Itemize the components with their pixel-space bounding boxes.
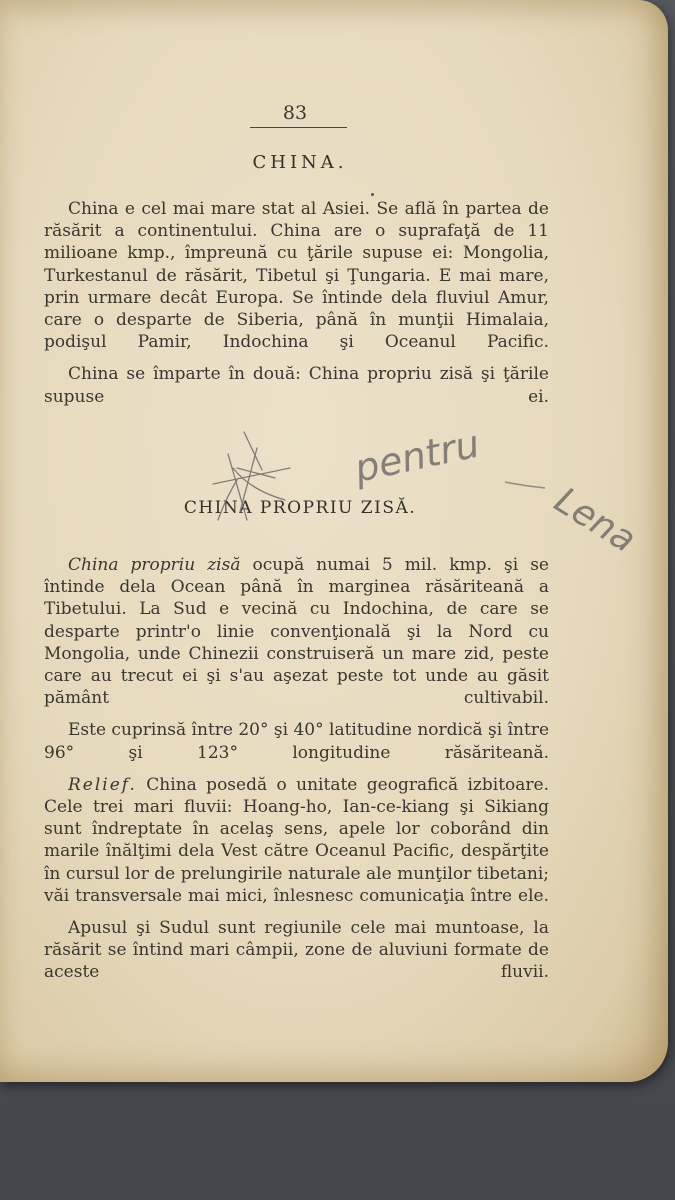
page-number-underline bbox=[250, 127, 347, 128]
ink-speck bbox=[371, 193, 374, 196]
handwritten-word-1: pentru bbox=[350, 421, 484, 491]
paragraph-5 bbox=[44, 774, 549, 907]
page-number: 83 bbox=[282, 102, 308, 124]
paragraph-4: Este cuprinsă între 20° şi 40° latitudine nordică şi între 96° şi 123° longitudine răsăriteană. bbox=[44, 720, 550, 763]
paragraph-3 bbox=[44, 554, 549, 709]
paragraph-3-text: ocupă numai 5 mil. kmp. şi se întinde dela Ocean până în marginea răsăriteană a Tibetului. La Sud e vecină cu Indochina, de care se desparte printr'o linie convenţională şi la Nord cu Mongolia, unde Chinezii construiseră un mare zid, peste care au trecut ei şi s'au aşezat peste tot unde au găsit pământ cultivabil. bbox=[44, 555, 549, 709]
chapter-title: CHINA. bbox=[252, 152, 348, 173]
section-body bbox=[44, 554, 549, 984]
handwritten-word-2: Lena bbox=[547, 479, 643, 561]
paragraph-2: China se împarte în două: China propriu zisă şi ţările supuse ei. bbox=[44, 364, 549, 407]
paragraph-5-text: China posedă o unitate geografică izbitoare. Cele trei mari fluvii: Hoang-ho, Ian-ce-kiang şi Sikiang sunt îndreptate în acelaş sens, apele lor coborând din marile înălţimi dela Vest către Oceanul Pacific, despărţite în cursul lor de prelungirile naturale ale munţilor tibetani; văi transversale mai mici, înlesnesc comunicaţia între ele. bbox=[44, 774, 549, 906]
section-title: CHINA PROPRIU ZISĂ. bbox=[183, 498, 417, 518]
term-china-propriu: China propriu zisă bbox=[68, 555, 241, 575]
intro-section bbox=[44, 198, 549, 408]
paragraph-6: Apusul şi Sudul sunt regiunile cele mai muntoase, la răsărit se întind mari câmpii, zone de aluviuni formate de aceste fluvii. bbox=[44, 918, 549, 983]
paragraph-1: China e cel mai mare stat al Asiei. Se află în partea de răsărit a continentului. China are o suprafaţă de 11 milioane kmp., împreună cu ţările supuse ei: Mongolia, Turkestanul de răsărit, Tibetul şi Ţungaria. E mai mare, prin urmare decât Europa. Se întinde dela fluviul Amur, care o desparte de Siberia, până în munţii Himalaia, podişul Pamir, Indochina şi Oceanul Pacific. bbox=[44, 199, 549, 353]
term-relief: Relief. bbox=[68, 774, 137, 795]
